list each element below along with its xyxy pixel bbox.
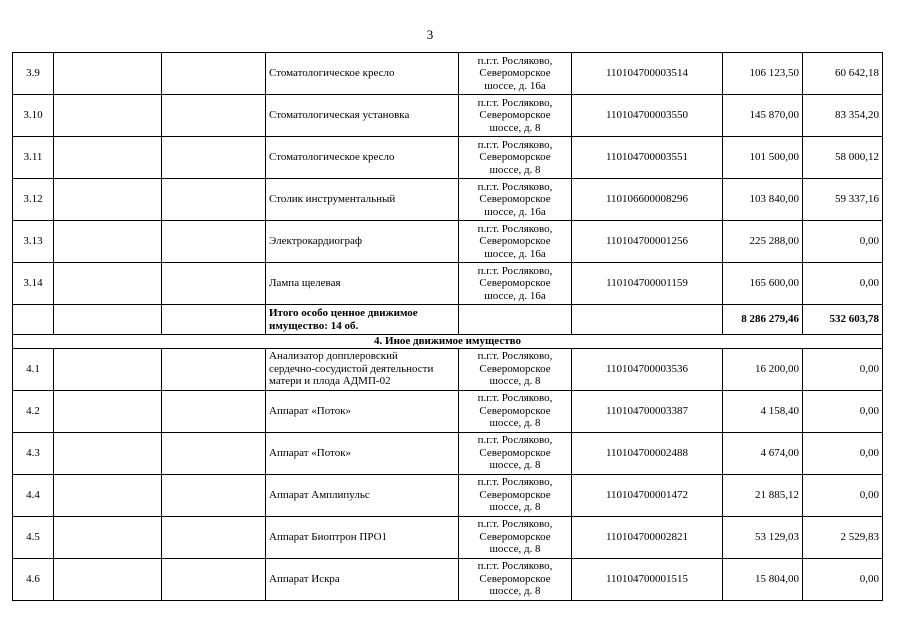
total-residual-value: 532 603,78 — [803, 305, 883, 335]
item-name: Аппарат Амплипульс — [266, 474, 459, 516]
page-number: 3 — [426, 27, 434, 42]
book-value: 16 200,00 — [723, 348, 803, 390]
inventory-number: 110104700003536 — [572, 348, 723, 390]
inventory-number: 110104700003551 — [572, 137, 723, 179]
table-row — [13, 53, 883, 95]
residual-value: 0,00 — [803, 474, 883, 516]
empty-cell — [162, 474, 266, 516]
empty-cell — [54, 137, 162, 179]
item-name: Аппарат «Поток» — [266, 432, 459, 474]
inventory-number: 110104700002488 — [572, 432, 723, 474]
section-header-row — [13, 335, 883, 349]
row-number: 4.5 — [13, 516, 54, 558]
table-row — [13, 348, 883, 390]
book-value: 225 288,00 — [723, 221, 803, 263]
row-number: 3.14 — [13, 263, 54, 305]
table-row — [13, 221, 883, 263]
book-value: 106 123,50 — [723, 53, 803, 95]
residual-value: 0,00 — [803, 558, 883, 600]
inventory-number: 110104700002821 — [572, 516, 723, 558]
row-number: 3.10 — [13, 95, 54, 137]
table-row — [13, 516, 883, 558]
item-name: Лампа щелевая — [266, 263, 459, 305]
item-address: п.г.т. Росляково, Североморское шоссе, д. 8 — [459, 390, 572, 432]
empty-cell — [54, 516, 162, 558]
table-row — [13, 558, 883, 600]
empty-cell — [13, 305, 54, 335]
book-value: 4 158,40 — [723, 390, 803, 432]
residual-value: 2 529,83 — [803, 516, 883, 558]
item-address: п.г.т. Росляково, Североморское шоссе, д. 16а — [459, 53, 572, 95]
residual-value: 58 000,12 — [803, 137, 883, 179]
book-value: 145 870,00 — [723, 95, 803, 137]
item-address: п.г.т. Росляково, Североморское шоссе, д. 16а — [459, 179, 572, 221]
item-name: Стоматологическое кресло — [266, 53, 459, 95]
total-row — [13, 305, 883, 335]
empty-cell — [54, 305, 162, 335]
item-address: п.г.т. Росляково, Североморское шоссе, д. 8 — [459, 137, 572, 179]
item-name: Аппарат Искра — [266, 558, 459, 600]
inventory-number: 110104700001256 — [572, 221, 723, 263]
table-row — [13, 179, 883, 221]
empty-cell — [54, 558, 162, 600]
item-address: п.г.т. Росляково, Североморское шоссе, д. 16а — [459, 221, 572, 263]
property-table — [12, 52, 883, 601]
empty-cell — [54, 95, 162, 137]
row-number: 4.1 — [13, 348, 54, 390]
residual-value: 0,00 — [803, 221, 883, 263]
book-value: 15 804,00 — [723, 558, 803, 600]
empty-cell — [572, 305, 723, 335]
table-row — [13, 390, 883, 432]
row-number: 4.2 — [13, 390, 54, 432]
table-row — [13, 432, 883, 474]
empty-cell — [162, 137, 266, 179]
residual-value: 0,00 — [803, 263, 883, 305]
item-name: Стоматологическая установка — [266, 95, 459, 137]
inventory-number: 110104700003514 — [572, 53, 723, 95]
total-book-value: 8 286 279,46 — [723, 305, 803, 335]
book-value: 4 674,00 — [723, 432, 803, 474]
empty-cell — [54, 221, 162, 263]
table-row — [13, 474, 883, 516]
item-address: п.г.т. Росляково, Североморское шоссе, д. 16а — [459, 263, 572, 305]
empty-cell — [459, 305, 572, 335]
item-name: Аппарат «Поток» — [266, 390, 459, 432]
empty-cell — [162, 53, 266, 95]
table-row — [13, 95, 883, 137]
book-value: 53 129,03 — [723, 516, 803, 558]
book-value: 165 600,00 — [723, 263, 803, 305]
book-value: 101 500,00 — [723, 137, 803, 179]
empty-cell — [162, 390, 266, 432]
empty-cell — [162, 348, 266, 390]
row-number: 3.12 — [13, 179, 54, 221]
residual-value: 0,00 — [803, 348, 883, 390]
book-value: 103 840,00 — [723, 179, 803, 221]
item-name: Стоматологическое кресло — [266, 137, 459, 179]
inventory-number: 110104700001159 — [572, 263, 723, 305]
row-number: 4.4 — [13, 474, 54, 516]
empty-cell — [54, 53, 162, 95]
empty-cell — [162, 179, 266, 221]
empty-cell — [162, 558, 266, 600]
item-address: п.г.т. Росляково, Североморское шоссе, д. 8 — [459, 558, 572, 600]
residual-value: 59 337,16 — [803, 179, 883, 221]
item-address: п.г.т. Росляково, Североморское шоссе, д. 8 — [459, 474, 572, 516]
section-title: 4. Иное движимое имущество — [13, 335, 883, 349]
total-label: Итого особо ценное движимое имущество: 14 об. — [266, 305, 459, 335]
inventory-number: 110106600008296 — [572, 179, 723, 221]
item-address: п.г.т. Росляково, Североморское шоссе, д. 8 — [459, 95, 572, 137]
row-number: 3.11 — [13, 137, 54, 179]
residual-value: 83 354,20 — [803, 95, 883, 137]
inventory-number: 110104700003387 — [572, 390, 723, 432]
empty-cell — [54, 474, 162, 516]
residual-value: 0,00 — [803, 432, 883, 474]
empty-cell — [54, 432, 162, 474]
table-row — [13, 137, 883, 179]
empty-cell — [162, 221, 266, 263]
item-name: Аппарат Биоптрон ПРО1 — [266, 516, 459, 558]
empty-cell — [162, 516, 266, 558]
inventory-number: 110104700003550 — [572, 95, 723, 137]
residual-value: 0,00 — [803, 390, 883, 432]
item-address: п.г.т. Росляково, Североморское шоссе, д. 8 — [459, 516, 572, 558]
row-number: 4.3 — [13, 432, 54, 474]
empty-cell — [54, 179, 162, 221]
row-number: 4.6 — [13, 558, 54, 600]
empty-cell — [162, 263, 266, 305]
residual-value: 60 642,18 — [803, 53, 883, 95]
book-value: 21 885,12 — [723, 474, 803, 516]
row-number: 3.9 — [13, 53, 54, 95]
empty-cell — [162, 95, 266, 137]
item-name: Столик инструментальный — [266, 179, 459, 221]
item-address: п.г.т. Росляково, Североморское шоссе, д. 8 — [459, 432, 572, 474]
item-address: п.г.т. Росляково, Североморское шоссе, д. 8 — [459, 348, 572, 390]
empty-cell — [54, 348, 162, 390]
item-name: Анализатор допплеровский сердечно-сосудистой деятельности матери и плода АДМП-02 — [266, 348, 459, 390]
item-name: Электрокардиограф — [266, 221, 459, 263]
inventory-number: 110104700001515 — [572, 558, 723, 600]
row-number: 3.13 — [13, 221, 54, 263]
empty-cell — [162, 432, 266, 474]
empty-cell — [54, 390, 162, 432]
table-row — [13, 263, 883, 305]
empty-cell — [162, 305, 266, 335]
inventory-number: 110104700001472 — [572, 474, 723, 516]
empty-cell — [54, 263, 162, 305]
